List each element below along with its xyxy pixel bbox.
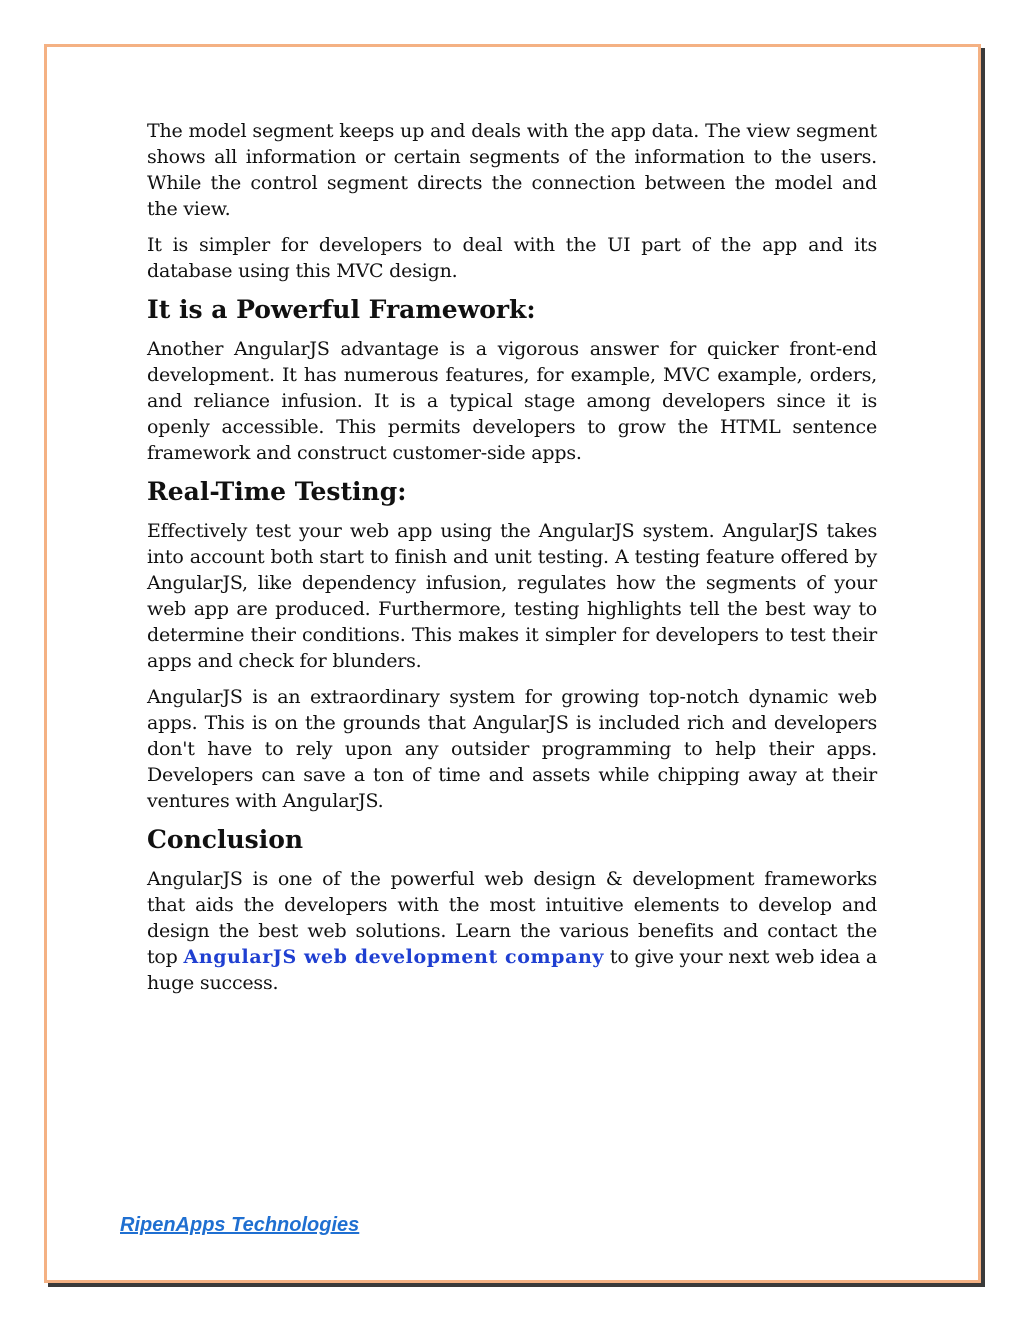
conclusion-text-before: AngularJS is one of the powerful web design & development frameworks that aids the developers with the most intuitive elements to develop and design the best web solutions. Learn the various benefits and contact the top <box>147 868 877 968</box>
paragraph-mvc-design: It is simpler for developers to deal with the UI part of the app and its database using this MVC design. <box>147 234 877 282</box>
heading-real-time-testing: Real-Time Testing: <box>147 477 407 506</box>
paragraph-mvc-segments: The model segment keeps up and deals with the app data. The view segment shows all information or certain segments of the information to the users. While the control segment directs the connection between the model and the view. <box>147 120 877 220</box>
paragraph-conclusion <box>147 866 877 996</box>
conclusion-text-after: to give your next web idea a huge success. <box>147 946 877 994</box>
heading-powerful-framework: It is a Powerful Framework: <box>147 295 536 324</box>
document-body <box>147 118 877 1006</box>
paragraph-extraordinary-system: AngularJS is an extraordinary system for growing top-notch dynamic web apps. This is on the grounds that AngularJS is included rich and developers don't have to rely upon any outsider programming to help their apps. Developers can save a ton of time and assets while chipping away at their ventures with AngularJS. <box>147 686 877 812</box>
footer-company-name[interactable]: RipenApps Technologies <box>120 1214 360 1236</box>
paragraph-powerful-framework: Another AngularJS advantage is a vigorous answer for quicker front-end development. It has numerous features, for example, MVC example, orders, and reliance infusion. It is a typical stage among developers since it is openly accessible. This permits developers to grow the HTML sentence framework and construct customer-side apps. <box>147 338 877 464</box>
angularjs-company-link[interactable]: AngularJS web development company <box>183 946 605 968</box>
heading-conclusion: Conclusion <box>147 825 304 854</box>
paragraph-testing: Effectively test your web app using the AngularJS system. AngularJS takes into account both start to finish and unit testing. A testing feature offered by AngularJS, like dependency infusion, regulates how the segments of your web app are produced. Furthermore, testing highlights tell the best way to determine their conditions. This makes it simpler for developers to test their apps and check for blunders. <box>147 520 877 672</box>
